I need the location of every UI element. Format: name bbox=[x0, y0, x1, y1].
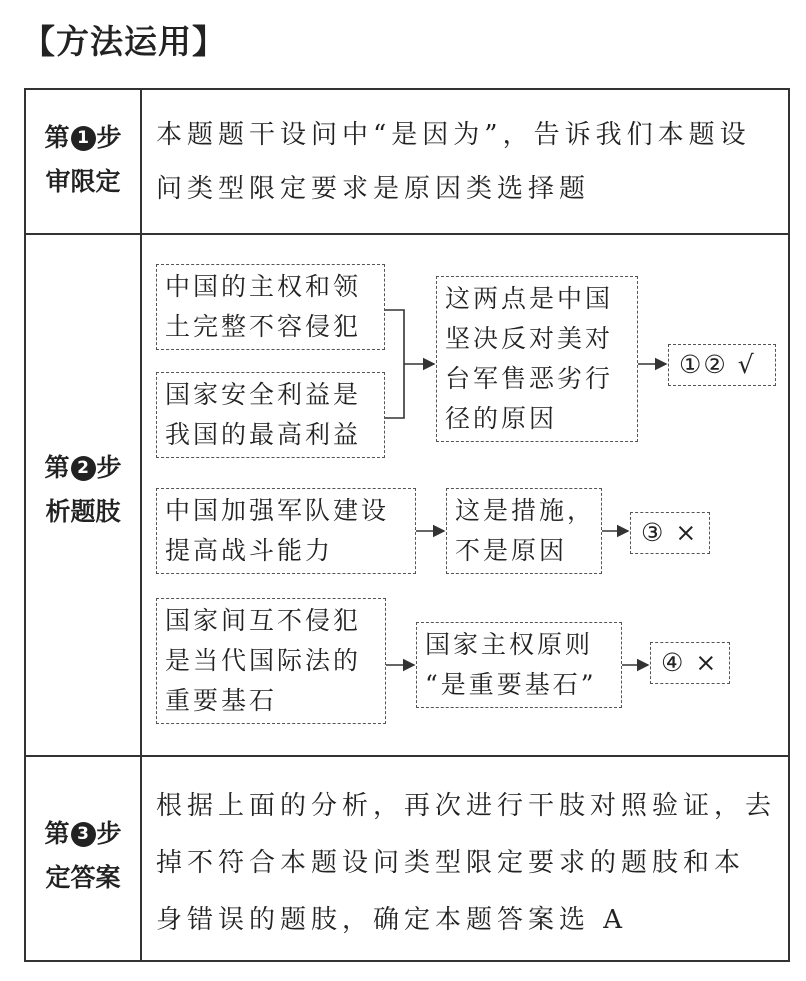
method-table bbox=[24, 88, 790, 962]
reason-line: 台军售恶劣行 bbox=[445, 364, 614, 393]
step1-label-prefix: 第 bbox=[44, 123, 70, 152]
result-box: ①② √ bbox=[668, 344, 776, 386]
step1-label-name: 审限定 bbox=[45, 167, 121, 196]
reason-line: 不是原因 bbox=[455, 536, 568, 565]
premise-line: 是当代国际法的 bbox=[165, 646, 362, 675]
section-title: 【方法运用】 bbox=[22, 22, 226, 61]
step1-label-suffix: 步 bbox=[96, 123, 122, 152]
step3-label-suffix: 步 bbox=[96, 819, 122, 848]
premise-line: 中国加强军队建设 bbox=[165, 496, 390, 525]
premise-line: 中国的主权和领 bbox=[165, 272, 362, 301]
premise-line: 提高战斗能力 bbox=[165, 536, 334, 565]
step3-label bbox=[26, 812, 140, 900]
bracket-connector bbox=[385, 310, 404, 418]
result-box: ③ × bbox=[630, 512, 710, 554]
reason-line: 这是措施， bbox=[455, 496, 596, 525]
reason-line: 这两点是中国 bbox=[445, 284, 614, 313]
step1-number-badge: 1 bbox=[71, 126, 96, 151]
reason-line: 径的原因 bbox=[445, 404, 558, 433]
step3-label-prefix: 第 bbox=[44, 819, 70, 848]
premise-line: 国家间互不侵犯 bbox=[165, 606, 362, 635]
step1-text-line: 问类型限定要求是原因类选择题 bbox=[156, 174, 591, 204]
step3-text-line: 掉不符合本题设问类型限定要求的题肢和本 bbox=[156, 848, 746, 878]
premise-line: 我国的最高利益 bbox=[165, 420, 362, 449]
step2-label-name: 析题肢 bbox=[45, 497, 121, 526]
step3-text-line: 身错误的题肢，确定本题答案选 A bbox=[156, 905, 628, 935]
step2-number-badge: 2 bbox=[71, 456, 96, 481]
step3-text bbox=[156, 778, 778, 949]
premise-line: 国家安全利益是 bbox=[165, 380, 362, 409]
step3-number-badge: 3 bbox=[71, 822, 96, 847]
premise-line: 土完整不容侵犯 bbox=[165, 312, 362, 341]
reason-line: 国家主权原则 bbox=[425, 630, 594, 659]
reason-line: 坚决反对美对 bbox=[445, 324, 614, 353]
step3-text-line: 根据上面的分析，再次进行干肢对照验证，去 bbox=[156, 791, 777, 821]
step2-label-prefix: 第 bbox=[44, 453, 70, 482]
step1-text-line: 本题题干设问中“是因为”，告诉我们本题设 bbox=[156, 120, 751, 150]
premise-line: 重要基石 bbox=[165, 686, 278, 715]
reason-line: “是重要基石” bbox=[425, 670, 597, 699]
step3-label-name: 定答案 bbox=[45, 863, 121, 892]
result-box: ④ × bbox=[650, 642, 730, 684]
step2-label-suffix: 步 bbox=[96, 453, 122, 482]
